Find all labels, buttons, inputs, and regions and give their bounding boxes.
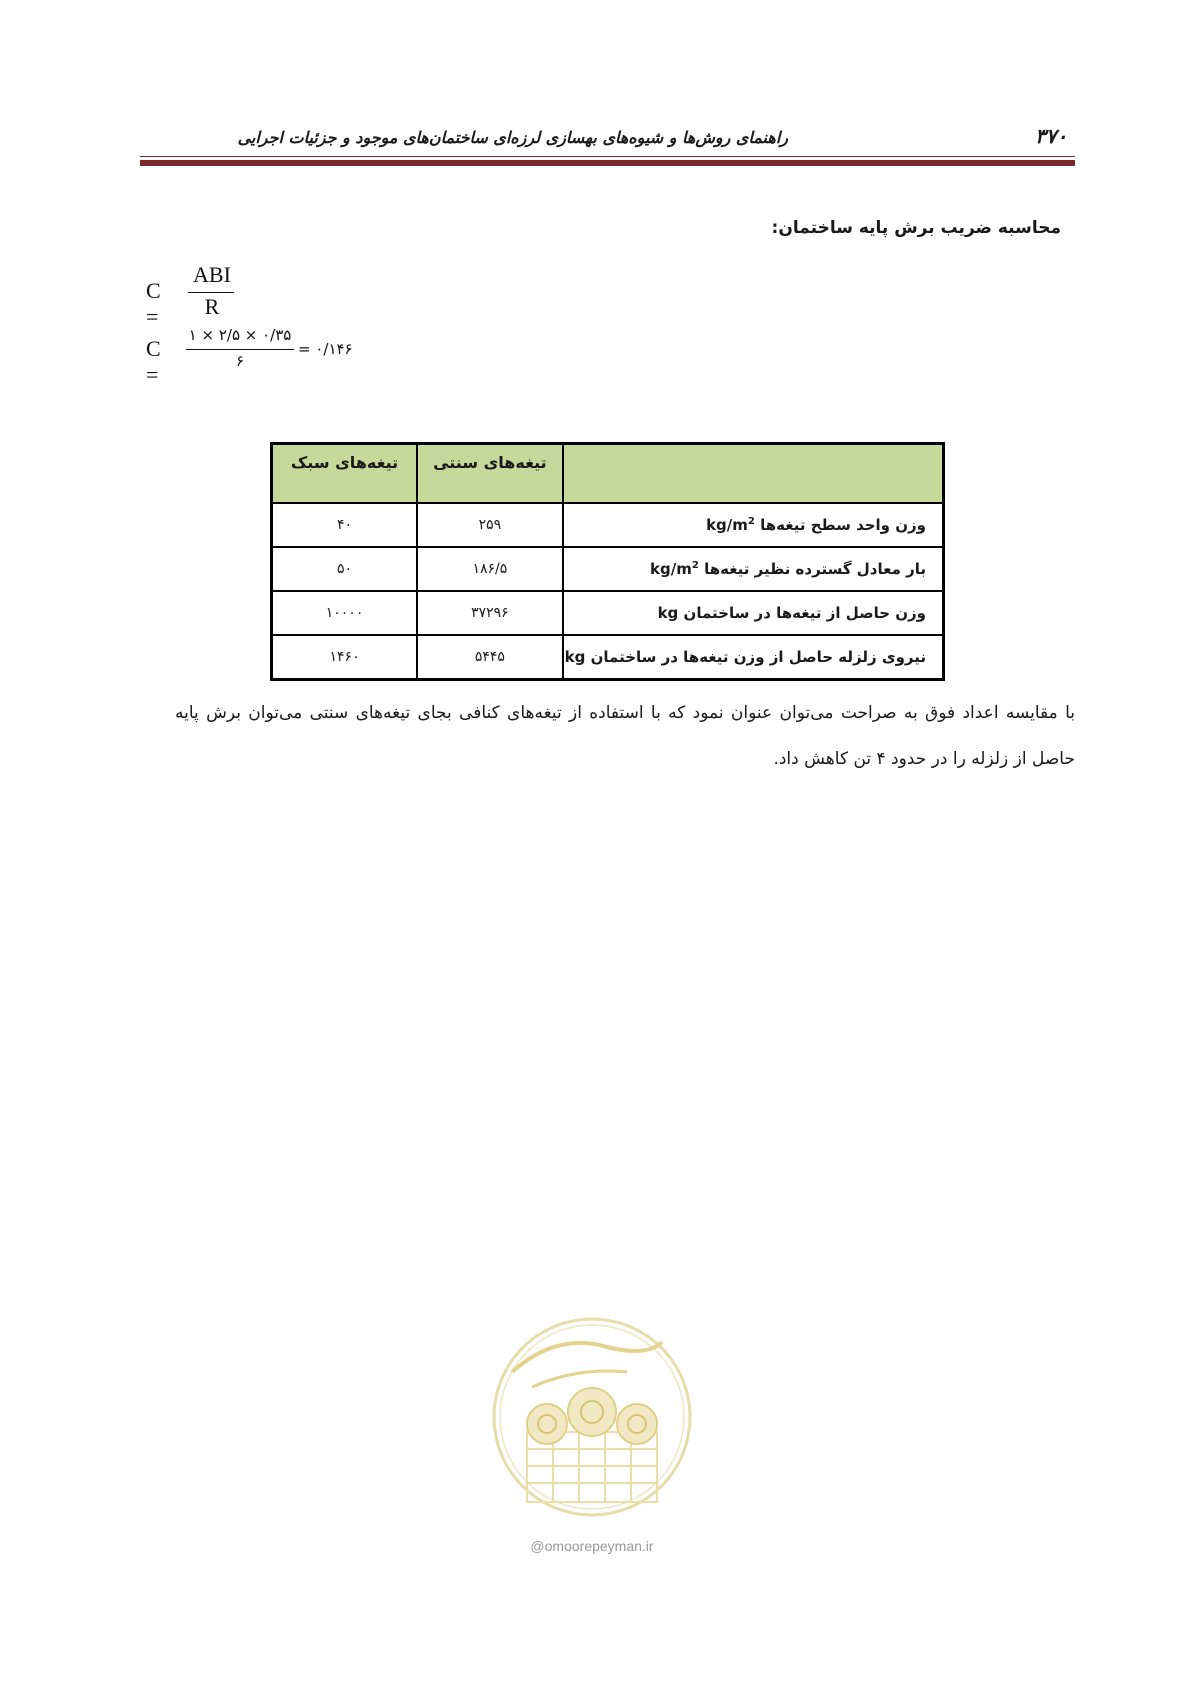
watermark-url: @omoorepeyman.ir: [530, 1538, 654, 1554]
table-header-row: [272, 444, 944, 504]
row-unit: $kg/m^2$: [650, 560, 699, 578]
row-unit: kg: [657, 604, 679, 622]
row-label-cell: [563, 547, 944, 591]
row-label: بار معادل گسترده نظیر تیغه‌ها: [704, 560, 926, 578]
row-label: وزن حاصل از تیغه‌ها در ساختمان: [683, 604, 926, 622]
row-label-cell: [563, 591, 944, 635]
partition-comparison-table: [270, 442, 945, 681]
formula-lhs: C =: [146, 336, 161, 387]
row-label-cell: [563, 635, 944, 680]
section-heading: محاسبه ضریب برش پایه ساختمان:: [771, 218, 1061, 238]
row-label-cell: [563, 503, 944, 547]
cell-traditional: ۲۵۹: [417, 503, 563, 547]
formula-denominator: R: [204, 294, 220, 319]
formula-denominator: ۶: [235, 352, 245, 370]
table-row: [272, 503, 944, 547]
cell-light: ۱۴۶۰: [272, 635, 418, 680]
table-row: [272, 635, 944, 680]
table-row: [272, 547, 944, 591]
running-header-title: راهنمای روش‌ها و شیوه‌های بهسازی لرزه‌ای ساختمان‌های موجود و جزئیات اجرایی: [237, 128, 788, 147]
conclusion-paragraph: با مقایسه اعداد فوق به صراحت می‌توان عنوان نمود که با استفاده از تیغه‌های کنافی بجای تیغه‌های سنتی می‌توان برش پایه حاصل از زلزله را در حدود ۴ تن کاهش داد.: [175, 703, 1075, 769]
row-unit: $kg/m^2$: [706, 516, 755, 534]
cell-traditional: ۱۸۶/۵: [417, 547, 563, 591]
header-cell-light: تیغه‌های سبک: [272, 444, 418, 504]
cell-light: ۴۰: [272, 503, 418, 547]
table-row: [272, 591, 944, 635]
header-rule-thick: [140, 160, 1075, 166]
formula-numerator: ABI: [193, 262, 231, 287]
row-unit: kg: [564, 648, 586, 666]
header-rule-thin: [140, 156, 1075, 157]
page-number: ۳۷۰: [1035, 124, 1068, 148]
fraction-bar: [188, 292, 234, 293]
header-cell-traditional: تیغه‌های سنتی: [417, 444, 563, 504]
cell-light: ۵۰: [272, 547, 418, 591]
header-cell-label: [563, 444, 944, 504]
row-label: وزن واحد سطح تیغه‌ها: [760, 516, 926, 534]
cell-light: ۱۰۰۰۰: [272, 591, 418, 635]
seal-icon: [487, 1312, 697, 1532]
formula-numerator: ۰/۳۵ × ۲/۵ × ۱: [188, 326, 292, 344]
formula-lhs: C =: [146, 278, 161, 329]
watermark-logo: [487, 1312, 697, 1562]
formula-result: = ۰/۱۴۶: [298, 340, 353, 358]
cell-traditional: ۳۷۲۹۶: [417, 591, 563, 635]
fraction-bar: [186, 349, 294, 350]
row-label: نیروی زلزله حاصل از وزن تیغه‌ها در ساختمان: [590, 648, 926, 666]
cell-traditional: ۵۴۴۵: [417, 635, 563, 680]
